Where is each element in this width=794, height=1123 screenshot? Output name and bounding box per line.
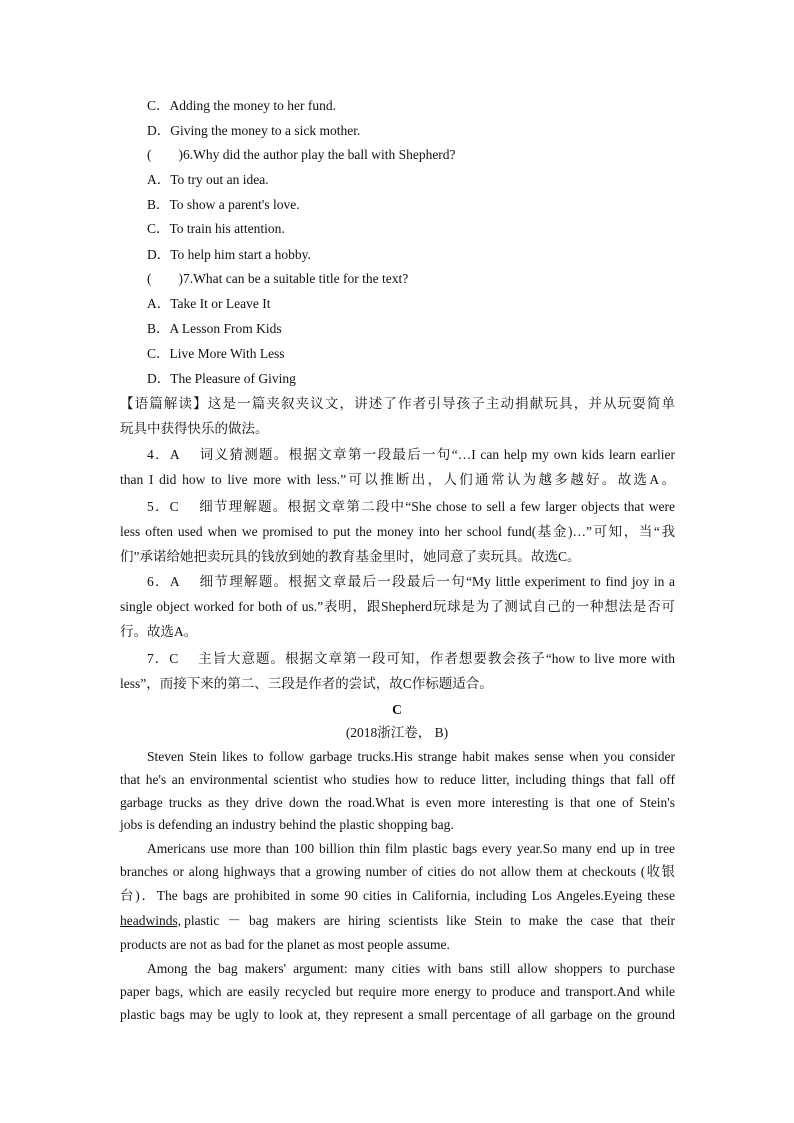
answer-5-line: 5．C 细节理解题。根据文章第二段中“She chose to sell a few larger objects that were: [147, 499, 675, 514]
passage-line: paper bags, which are easily recycled but require more energy to produce and transport.And while: [120, 984, 675, 999]
answer-7-line: 7．C 主旨大意题。根据文章第一段可知，作者想要教会孩子“how to live more with: [147, 651, 675, 666]
passage-line: Steven Stein likes to follow garbage trucks.His strange habit makes sense when you consider: [147, 749, 675, 764]
section-heading: C: [392, 702, 402, 717]
q6-option-a: A．To try out an idea.: [147, 172, 269, 187]
answer-7-line: less”，而接下来的第二、三段是作者的尝试，故C作标题适合。: [120, 676, 493, 691]
answer-5-line: less often used when we promised to put the money into her school fund(基金)…”可知，当“我: [120, 524, 675, 539]
underlined-word-headwinds: headwinds,: [120, 913, 182, 928]
answer-6-line: 行。故选A。: [120, 624, 198, 639]
q5-option-c: C．Adding the money to her fund.: [147, 98, 336, 113]
passage-line: garbage trucks as they drive down the road.What is even more interesting is that one of Stein's: [120, 795, 675, 810]
answer-6-line: 6．A 细节理解题。根据文章最后一段最后一句“My little experiment to find joy in a: [147, 574, 675, 589]
passage-line: 台)．The bags are prohibited in some 90 cities in California, including Los Angeles.Eyeing these: [120, 888, 675, 903]
passage-line: Americans use more than 100 billion thin film plastic bags every year.So many end up in tree: [147, 841, 675, 856]
q7-option-b: B．A Lesson From Kids: [147, 321, 282, 336]
section-source: (2018浙江卷， B): [345, 725, 449, 740]
passage-line: branches or along highways that a growing number of cities do not allow them at checkouts (收银: [120, 864, 675, 879]
answer-4-line: 4．A 词义猜测题。根据文章第一段最后一句“…I can help my own kids learn earlier: [147, 447, 675, 462]
answer-5-line: 们”承诺给她把卖玩具的钱放到她的教育基金里时，她同意了卖玩具。故选C。: [120, 549, 581, 564]
q7-stem: ( )7.What can be a suitable title for the text?: [147, 271, 409, 286]
q7-option-d: D．The Pleasure of Giving: [147, 371, 296, 386]
answer-4-line: than I did how to live more with less.”可以推断出，人们通常认为越多越好。故选A。: [120, 472, 675, 487]
q7-option-c: C．Live More With Less: [147, 346, 285, 361]
passage-line: products are not as bad for the planet as most people assume.: [120, 937, 450, 952]
passage-line: plastic bags may be ugly to look at, they represent a small percentage of all garbage on the ground: [120, 1007, 675, 1022]
passage-line: that he's an environmental scientist who studies how to reduce litter, including things that fall off: [120, 772, 675, 787]
q6-option-d: D．To help him start a hobby.: [147, 247, 311, 262]
analysis-header-line: 玩具中获得快乐的做法。: [120, 421, 269, 436]
q7-option-a: A．Take It or Leave It: [147, 296, 271, 311]
q6-option-b: B．To show a parent's love.: [147, 197, 300, 212]
passage-line-rest: plastic － bag makers are hiring scientists like Stein to make the case that their: [184, 913, 675, 928]
passage-line: jobs is defending an industry behind the plastic shopping bag.: [120, 817, 454, 832]
passage-line: Among the bag makers' argument: many cities with bans still allow shoppers to purchase: [147, 961, 675, 976]
analysis-header-line: 【语篇解读】这是一篇夹叙夹议文，讲述了作者引导孩子主动捐献玩具，并从玩耍简单: [120, 396, 675, 411]
passage-line: [120, 912, 675, 930]
q5-option-d: D．Giving the money to a sick mother.: [147, 123, 361, 138]
answer-6-line: single object worked for both of us.”表明，跟Shepherd玩球是为了测试自己的一种想法是否可: [120, 599, 675, 614]
q6-stem: ( )6.Why did the author play the ball with Shepherd?: [147, 147, 456, 162]
q6-option-c: C．To train his attention.: [147, 221, 285, 236]
